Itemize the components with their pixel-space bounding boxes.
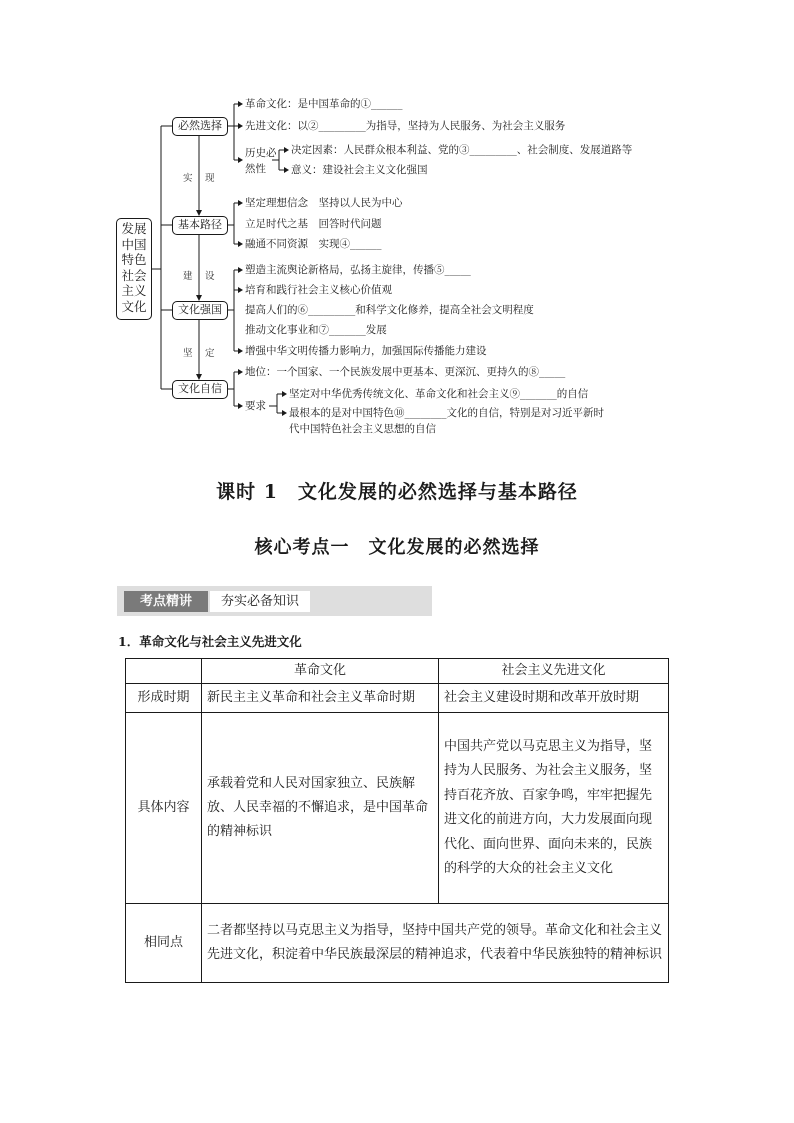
- root-char: 文化: [121, 298, 147, 314]
- root-char: 中国: [121, 236, 147, 252]
- branch4-requirement: 最根本的是对中国特色⑩________文化的自信，特别是对习近平新时: [289, 407, 604, 419]
- branch3-line: 塑造主流舆论新格局，弘扬主旋律，传播⑤_____: [245, 264, 471, 276]
- root-char: 发展: [121, 221, 147, 236]
- branch3-line: 推动文化事业和⑦_______发展: [245, 324, 387, 336]
- branch1-history-label: 然性: [245, 163, 266, 175]
- branch3-line: 培育和践行社会主义核心价值观: [245, 284, 392, 296]
- connector-char: 坚: [183, 348, 193, 359]
- table-row: [126, 713, 669, 904]
- mindmap-root: [116, 218, 152, 320]
- node-cultural-confidence: 文化自信: [172, 380, 228, 399]
- connector-char: 建: [183, 271, 193, 282]
- table-header-row: [126, 659, 669, 684]
- branch4-status: 地位：一个国家、一个民族发展中更基本、更深沉、更持久的⑧_____: [245, 366, 566, 378]
- branch1-history-label: 历史必: [245, 147, 277, 159]
- table-cell: 二者都坚持以马克思主义为指导，坚持中国共产党的领导。革命文化和社会主义先进文化，积淀着中华民族最深层的精神追求，代表着中华民族独特的精神标识: [202, 904, 669, 983]
- branch3-line: 增强中华文明传播力影响力，加强国际传播能力建设: [245, 345, 487, 357]
- node-basic-path: 基本路径: [172, 216, 228, 235]
- branch4-requirement-cont: 代中国特色社会主义思想的自信: [289, 423, 436, 435]
- branch4-requirements-label: 要求: [245, 400, 266, 412]
- node-inevitable-choice: 必然选择: [172, 117, 228, 136]
- banner-subtitle: 夯实必备知识: [210, 591, 310, 612]
- banner-tag: 考点精讲: [124, 591, 208, 612]
- table-cell: 新民主主义革命和社会主义革命时期: [202, 684, 439, 713]
- root-char: 主义: [121, 283, 147, 298]
- row-label: 相同点: [126, 904, 202, 983]
- table-row: [126, 904, 669, 983]
- table-cell: 中国共产党以马克思主义为指导，坚持为人民服务、为社会主义服务，坚持百花齐放、百家争鸣，牢牢把握先进文化的前进方向，大力发展面向现代化、面向世界、面向未来的，民族的科学的大众的社会主义文化: [439, 713, 669, 904]
- connector-char: 现: [205, 173, 215, 184]
- root-char: 社会: [121, 267, 147, 283]
- row-label: 具体内容: [126, 713, 202, 904]
- section-heading: 1．革命文化与社会主义先进文化: [118, 634, 302, 649]
- row-label: 形成时期: [126, 684, 202, 713]
- table-header-cell: 革命文化: [202, 659, 439, 684]
- table-header-cell: [126, 659, 202, 684]
- branch3-line: 提高人们的⑥_________和科学文化修养，提高全社会文明程度: [245, 304, 534, 316]
- branch1-determining-factors: 决定因素：人民群众根本利益、党的③_________、社会制度、发展道路等: [291, 144, 633, 156]
- branch4-requirement: 坚定对中华优秀传统文化、革命文化和社会主义⑨_______的自信: [289, 388, 589, 400]
- branch2-line: 立足时代之基 回答时代问题: [245, 218, 382, 230]
- core-point-title: 核心考点一 文化发展的必然选择: [254, 537, 540, 558]
- table-cell: 承载着党和人民对国家独立、民族解放、人民幸福的不懈追求，是中国革命的精神标识: [202, 713, 439, 904]
- branch2-line: 融通不同资源 实现④______: [245, 238, 382, 250]
- branch1-significance: 意义：建设社会主义文化强国: [291, 164, 428, 176]
- node-cultural-power: 文化强国: [172, 301, 228, 320]
- branch2-line: 坚定理想信念 坚持以人民为中心: [245, 197, 403, 209]
- table-cell: 社会主义建设时期和改革开放时期: [439, 684, 669, 713]
- connector-char: 定: [205, 348, 215, 359]
- table-row: [126, 684, 669, 713]
- lesson-title: 课时 1 文化发展的必然选择与基本路径: [216, 481, 578, 503]
- table-header-cell: 社会主义先进文化: [439, 659, 669, 684]
- root-char: 特色: [121, 252, 147, 267]
- comparison-table: [125, 658, 669, 983]
- branch1-revolutionary-culture: 革命文化：是中国革命的①______: [245, 98, 403, 110]
- connector-char: 设: [205, 271, 215, 282]
- connector-char: 实: [183, 173, 193, 184]
- branch1-advanced-culture: 先进文化：以②_________为指导，坚持为人民服务、为社会主义服务: [245, 120, 566, 132]
